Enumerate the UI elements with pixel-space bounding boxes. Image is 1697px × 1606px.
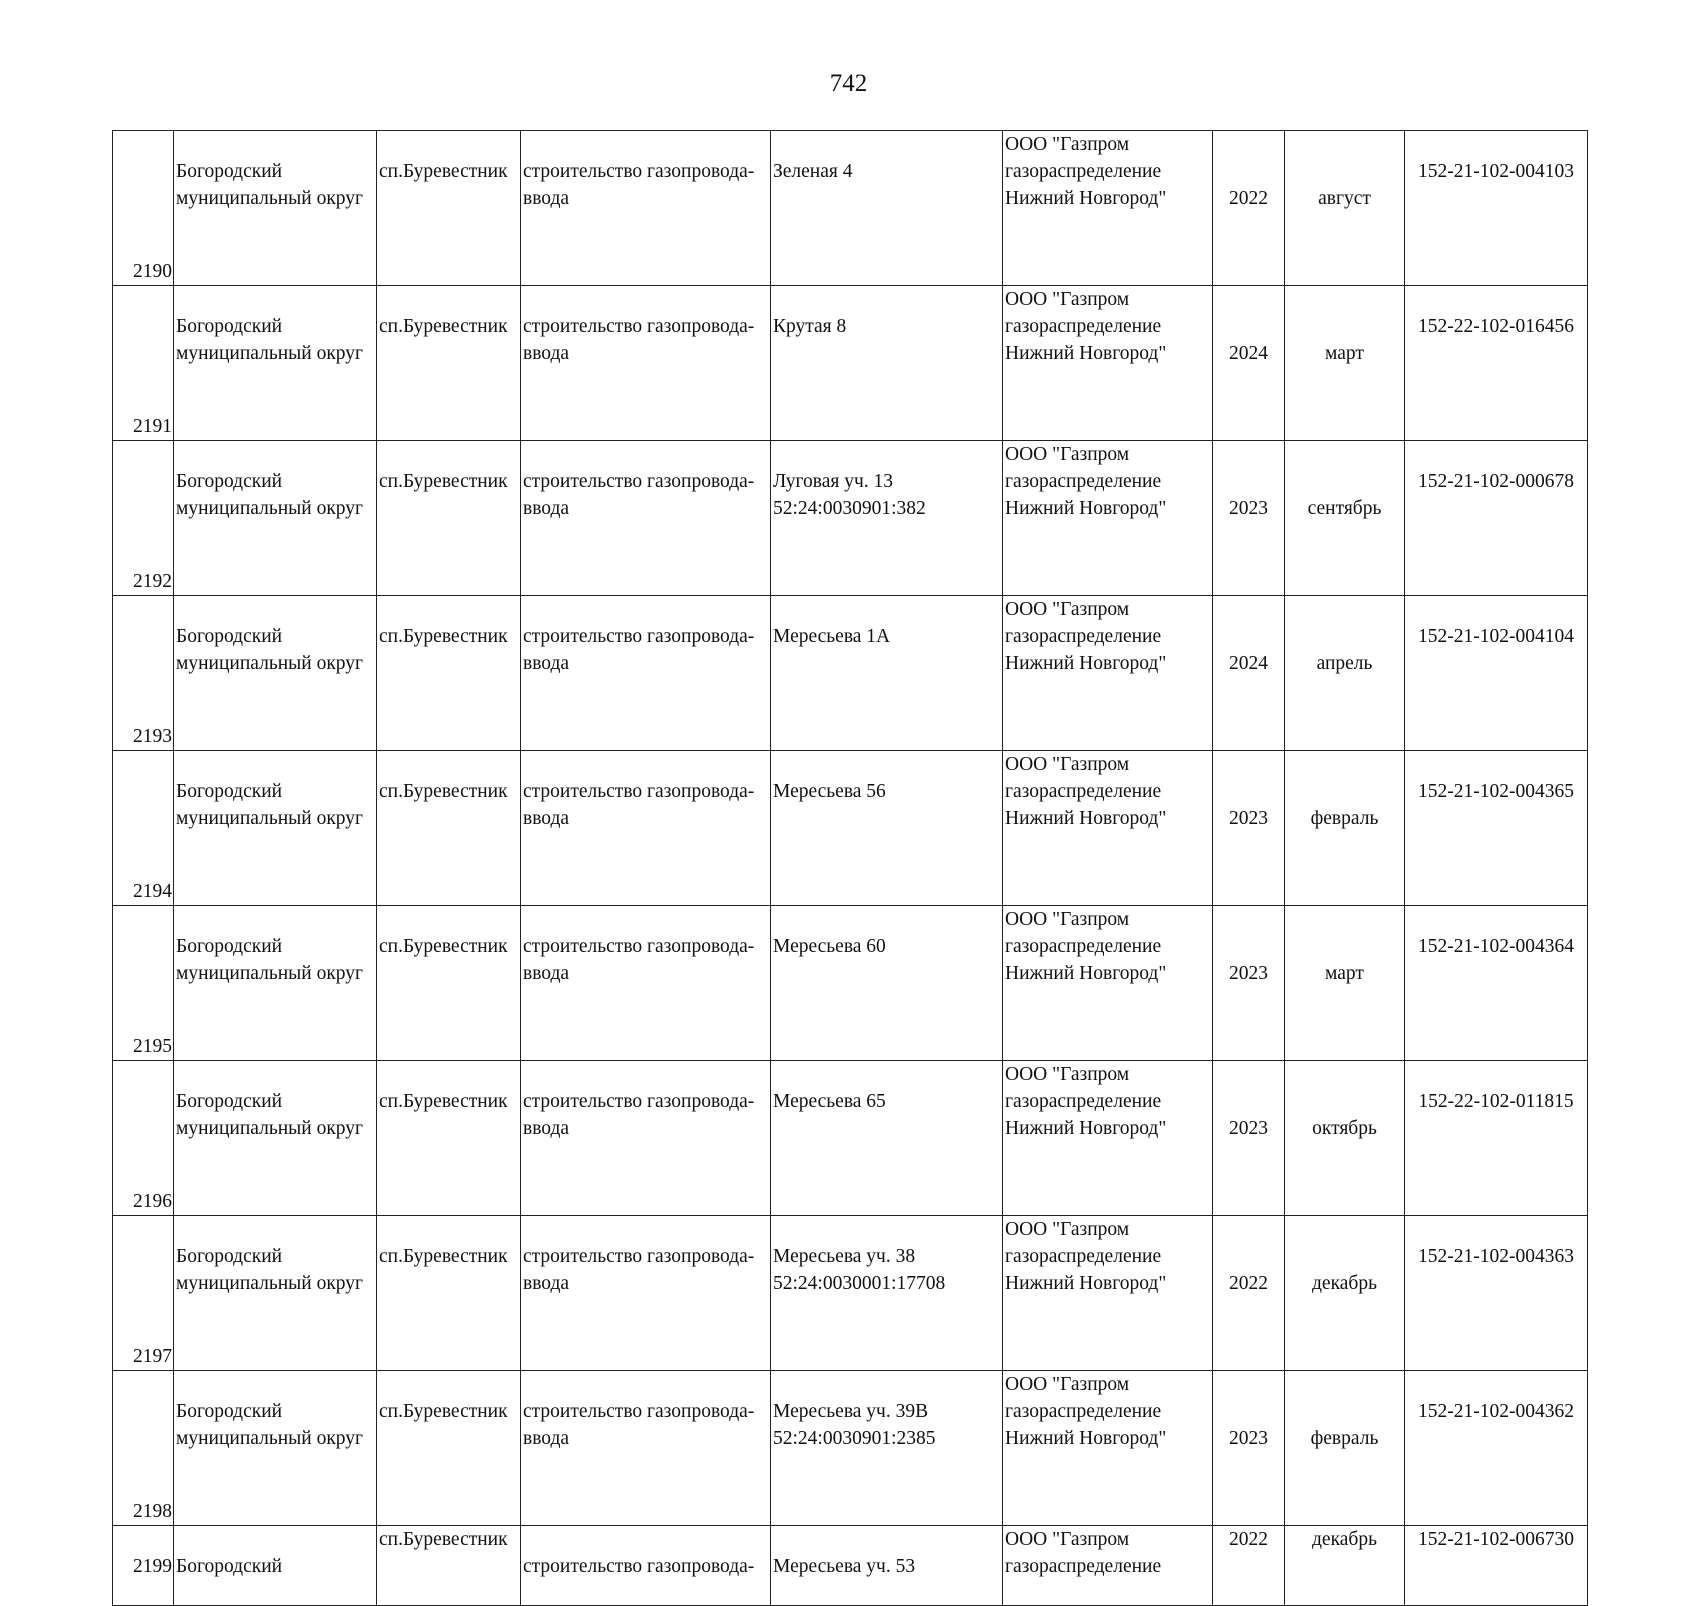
organization-cell-line: Нижний Новгород" <box>1005 1118 1167 1139</box>
municipality-cell <box>174 1526 377 1606</box>
table-row <box>113 596 1588 751</box>
year-cell: 2023 <box>1213 441 1285 596</box>
address-cell <box>771 286 1003 441</box>
settlement-cell: сп.Буревестник <box>377 1061 521 1216</box>
municipality-cell-line: муниципальный округ <box>176 343 364 364</box>
year-cell: 2022 <box>1213 1216 1285 1371</box>
municipality-cell <box>174 596 377 751</box>
organization-cell-line: Нижний Новгород" <box>1005 1273 1167 1294</box>
year-cell: 2022 <box>1213 1526 1285 1606</box>
settlement-cell: сп.Буревестник <box>377 596 521 751</box>
municipality-cell <box>174 751 377 906</box>
organization-cell-line: газораспределение <box>1005 1556 1162 1577</box>
work-type-cell-line: ввода <box>523 653 570 674</box>
row-number-cell: 2196 <box>113 1061 174 1216</box>
organization-cell <box>1003 286 1213 441</box>
municipality-cell-line: муниципальный округ <box>176 808 364 829</box>
organization-cell-line: ООО "Газпром <box>1005 1219 1130 1240</box>
registration-id-cell: 152-21-102-006730 <box>1405 1526 1588 1606</box>
work-type-cell-line: строительство газопровода- <box>523 1246 755 1267</box>
work-type-cell-line: ввода <box>523 188 570 209</box>
organization-cell-line: ООО "Газпром <box>1005 1064 1130 1085</box>
address-cell-line: 52:24:0030001:17708 <box>773 1273 946 1294</box>
municipality-cell-line: Богородский <box>176 316 283 337</box>
work-type-cell <box>521 1061 771 1216</box>
work-type-cell-line: строительство газопровода- <box>523 626 755 647</box>
row-number-cell: 2193 <box>113 596 174 751</box>
row-number-cell: 2192 <box>113 441 174 596</box>
organization-cell-line: ООО "Газпром <box>1005 909 1130 930</box>
registration-id-cell: 152-21-102-000678 <box>1405 441 1588 596</box>
organization-cell <box>1003 1526 1213 1606</box>
work-type-cell-line: строительство газопровода- <box>523 161 755 182</box>
work-type-cell <box>521 441 771 596</box>
row-number-cell: 2197 <box>113 1216 174 1371</box>
year-cell: 2023 <box>1213 1371 1285 1526</box>
work-type-cell-line: ввода <box>523 498 570 519</box>
organization-cell-line: газораспределение <box>1005 936 1162 957</box>
address-cell-line: Мересьева 60 <box>773 936 886 957</box>
registration-id-cell: 152-22-102-011815 <box>1405 1061 1588 1216</box>
settlement-cell: сп.Буревестник <box>377 1526 521 1606</box>
settlement-cell: сп.Буревестник <box>377 751 521 906</box>
work-type-cell <box>521 751 771 906</box>
organization-cell-line: газораспределение <box>1005 1246 1162 1267</box>
municipality-cell <box>174 1061 377 1216</box>
municipality-cell-line: Богородский <box>176 1556 283 1577</box>
address-cell <box>771 131 1003 286</box>
settlement-cell: сп.Буревестник <box>377 1371 521 1526</box>
address-cell <box>771 1371 1003 1526</box>
table-row <box>113 1526 1588 1606</box>
organization-cell-line: Нижний Новгород" <box>1005 808 1167 829</box>
address-cell-line: Луговая уч. 13 <box>773 471 894 492</box>
municipality-cell-line: Богородский <box>176 1091 283 1112</box>
work-type-cell-line: ввода <box>523 808 570 829</box>
table-row <box>113 1371 1588 1526</box>
year-cell: 2023 <box>1213 1061 1285 1216</box>
table-row <box>113 131 1588 286</box>
organization-cell-line: газораспределение <box>1005 781 1162 802</box>
work-type-cell <box>521 286 771 441</box>
municipality-cell-line: Богородский <box>176 626 283 647</box>
organization-cell-line: газораспределение <box>1005 1091 1162 1112</box>
organization-cell <box>1003 596 1213 751</box>
work-type-cell-line: строительство газопровода- <box>523 1401 755 1422</box>
municipality-cell-line: муниципальный округ <box>176 653 364 674</box>
address-cell-line: Мересьева 56 <box>773 781 886 802</box>
address-cell <box>771 441 1003 596</box>
organization-cell-line: Нижний Новгород" <box>1005 343 1167 364</box>
year-cell: 2023 <box>1213 751 1285 906</box>
municipality-cell <box>174 286 377 441</box>
month-cell: апрель <box>1285 596 1405 751</box>
organization-cell <box>1003 751 1213 906</box>
organization-cell-line: газораспределение <box>1005 316 1162 337</box>
organization-cell <box>1003 1371 1213 1526</box>
address-cell-line: Мересьева уч. 38 <box>773 1246 916 1267</box>
work-type-cell <box>521 131 771 286</box>
municipality-cell-line: Богородский <box>176 161 283 182</box>
address-cell-line: Мересьева уч. 39В <box>773 1401 929 1422</box>
work-type-cell-line: строительство газопровода- <box>523 781 755 802</box>
work-type-cell <box>521 906 771 1061</box>
organization-cell-line: ООО "Газпром <box>1005 289 1130 310</box>
row-number-cell: 2194 <box>113 751 174 906</box>
organization-cell-line: Нижний Новгород" <box>1005 1428 1167 1449</box>
organization-cell <box>1003 131 1213 286</box>
municipality-cell-line: муниципальный округ <box>176 1273 364 1294</box>
address-cell <box>771 751 1003 906</box>
municipality-cell-line: Богородский <box>176 936 283 957</box>
work-type-cell <box>521 596 771 751</box>
month-cell: декабрь <box>1285 1526 1405 1606</box>
address-cell <box>771 906 1003 1061</box>
organization-cell-line: Нижний Новгород" <box>1005 963 1167 984</box>
month-cell: март <box>1285 286 1405 441</box>
organization-cell-line: ООО "Газпром <box>1005 134 1130 155</box>
organization-cell-line: ООО "Газпром <box>1005 1529 1130 1550</box>
work-type-cell-line: ввода <box>523 963 570 984</box>
organization-cell-line: ООО "Газпром <box>1005 1374 1130 1395</box>
municipality-cell <box>174 131 377 286</box>
registration-id-cell: 152-21-102-004104 <box>1405 596 1588 751</box>
table-row <box>113 286 1588 441</box>
year-cell: 2022 <box>1213 131 1285 286</box>
organization-cell-line: Нижний Новгород" <box>1005 653 1167 674</box>
municipality-cell-line: Богородский <box>176 1246 283 1267</box>
address-cell <box>771 1526 1003 1606</box>
month-cell: февраль <box>1285 1371 1405 1526</box>
organization-cell <box>1003 1216 1213 1371</box>
address-cell <box>771 1061 1003 1216</box>
municipality-cell-line: муниципальный округ <box>176 1118 364 1139</box>
table-row <box>113 1061 1588 1216</box>
registration-id-cell: 152-21-102-004363 <box>1405 1216 1588 1371</box>
settlement-cell: сп.Буревестник <box>377 906 521 1061</box>
work-type-cell-line: ввода <box>523 1118 570 1139</box>
organization-cell <box>1003 1061 1213 1216</box>
organization-cell <box>1003 906 1213 1061</box>
settlement-cell: сп.Буревестник <box>377 286 521 441</box>
registration-id-cell: 152-21-102-004365 <box>1405 751 1588 906</box>
month-cell: август <box>1285 131 1405 286</box>
table-row <box>113 751 1588 906</box>
municipality-cell <box>174 906 377 1061</box>
work-type-cell-line: ввода <box>523 1273 570 1294</box>
organization-cell-line: газораспределение <box>1005 626 1162 647</box>
row-number-cell: 2195 <box>113 906 174 1061</box>
settlement-cell: сп.Буревестник <box>377 131 521 286</box>
work-type-cell-line: строительство газопровода- <box>523 1091 755 1112</box>
address-cell-line: Мересьева 1А <box>773 626 891 647</box>
address-cell-line: Крутая 8 <box>773 316 847 337</box>
work-type-cell <box>521 1371 771 1526</box>
table-row <box>113 906 1588 1061</box>
table-row <box>113 441 1588 596</box>
address-cell-line: Мересьева 65 <box>773 1091 886 1112</box>
work-type-cell-line: строительство газопровода- <box>523 316 755 337</box>
address-cell-line: 52:24:0030901:382 <box>773 498 926 519</box>
organization-cell-line: газораспределение <box>1005 471 1162 492</box>
settlement-cell: сп.Буревестник <box>377 441 521 596</box>
organization-cell-line: Нижний Новгород" <box>1005 498 1167 519</box>
organization-cell-line: ООО "Газпром <box>1005 444 1130 465</box>
work-type-cell-line: ввода <box>523 343 570 364</box>
work-type-cell-line: строительство газопровода- <box>523 936 755 957</box>
address-cell <box>771 1216 1003 1371</box>
municipality-cell <box>174 441 377 596</box>
municipality-cell-line: муниципальный округ <box>176 498 364 519</box>
organization-cell-line: газораспределение <box>1005 1401 1162 1422</box>
municipality-cell-line: Богородский <box>176 471 283 492</box>
organization-cell-line: ООО "Газпром <box>1005 599 1130 620</box>
organization-cell-line: Нижний Новгород" <box>1005 188 1167 209</box>
row-number-cell: 2199 <box>113 1526 174 1606</box>
registration-id-cell: 152-21-102-004103 <box>1405 131 1588 286</box>
row-number-cell: 2198 <box>113 1371 174 1526</box>
registration-id-cell: 152-22-102-016456 <box>1405 286 1588 441</box>
year-cell: 2024 <box>1213 286 1285 441</box>
work-type-cell-line: строительство газопровода- <box>523 471 755 492</box>
gas-connection-register-table <box>112 130 1588 1606</box>
page-number: 742 <box>829 70 868 97</box>
organization-cell-line: газораспределение <box>1005 161 1162 182</box>
month-cell: март <box>1285 906 1405 1061</box>
municipality-cell <box>174 1216 377 1371</box>
row-number-cell: 2191 <box>113 286 174 441</box>
municipality-cell <box>174 1371 377 1526</box>
settlement-cell: сп.Буревестник <box>377 1216 521 1371</box>
month-cell: декабрь <box>1285 1216 1405 1371</box>
organization-cell <box>1003 441 1213 596</box>
row-number-cell: 2190 <box>113 131 174 286</box>
organization-cell-line: ООО "Газпром <box>1005 754 1130 775</box>
municipality-cell-line: муниципальный округ <box>176 1428 364 1449</box>
work-type-cell-line: ввода <box>523 1428 570 1449</box>
address-cell-line: Мересьева уч. 53 <box>773 1556 916 1577</box>
table-row <box>113 1216 1588 1371</box>
address-cell <box>771 596 1003 751</box>
work-type-cell <box>521 1526 771 1606</box>
month-cell: сентябрь <box>1285 441 1405 596</box>
municipality-cell-line: Богородский <box>176 1401 283 1422</box>
work-type-cell-line: строительство газопровода- <box>523 1556 755 1577</box>
address-cell-line: 52:24:0030901:2385 <box>773 1428 936 1449</box>
registration-id-cell: 152-21-102-004364 <box>1405 906 1588 1061</box>
year-cell: 2024 <box>1213 596 1285 751</box>
month-cell: февраль <box>1285 751 1405 906</box>
municipality-cell-line: муниципальный округ <box>176 188 364 209</box>
year-cell: 2023 <box>1213 906 1285 1061</box>
municipality-cell-line: муниципальный округ <box>176 963 364 984</box>
month-cell: октябрь <box>1285 1061 1405 1216</box>
address-cell-line: Зеленая 4 <box>773 161 853 182</box>
work-type-cell <box>521 1216 771 1371</box>
registration-id-cell: 152-21-102-004362 <box>1405 1371 1588 1526</box>
municipality-cell-line: Богородский <box>176 781 283 802</box>
